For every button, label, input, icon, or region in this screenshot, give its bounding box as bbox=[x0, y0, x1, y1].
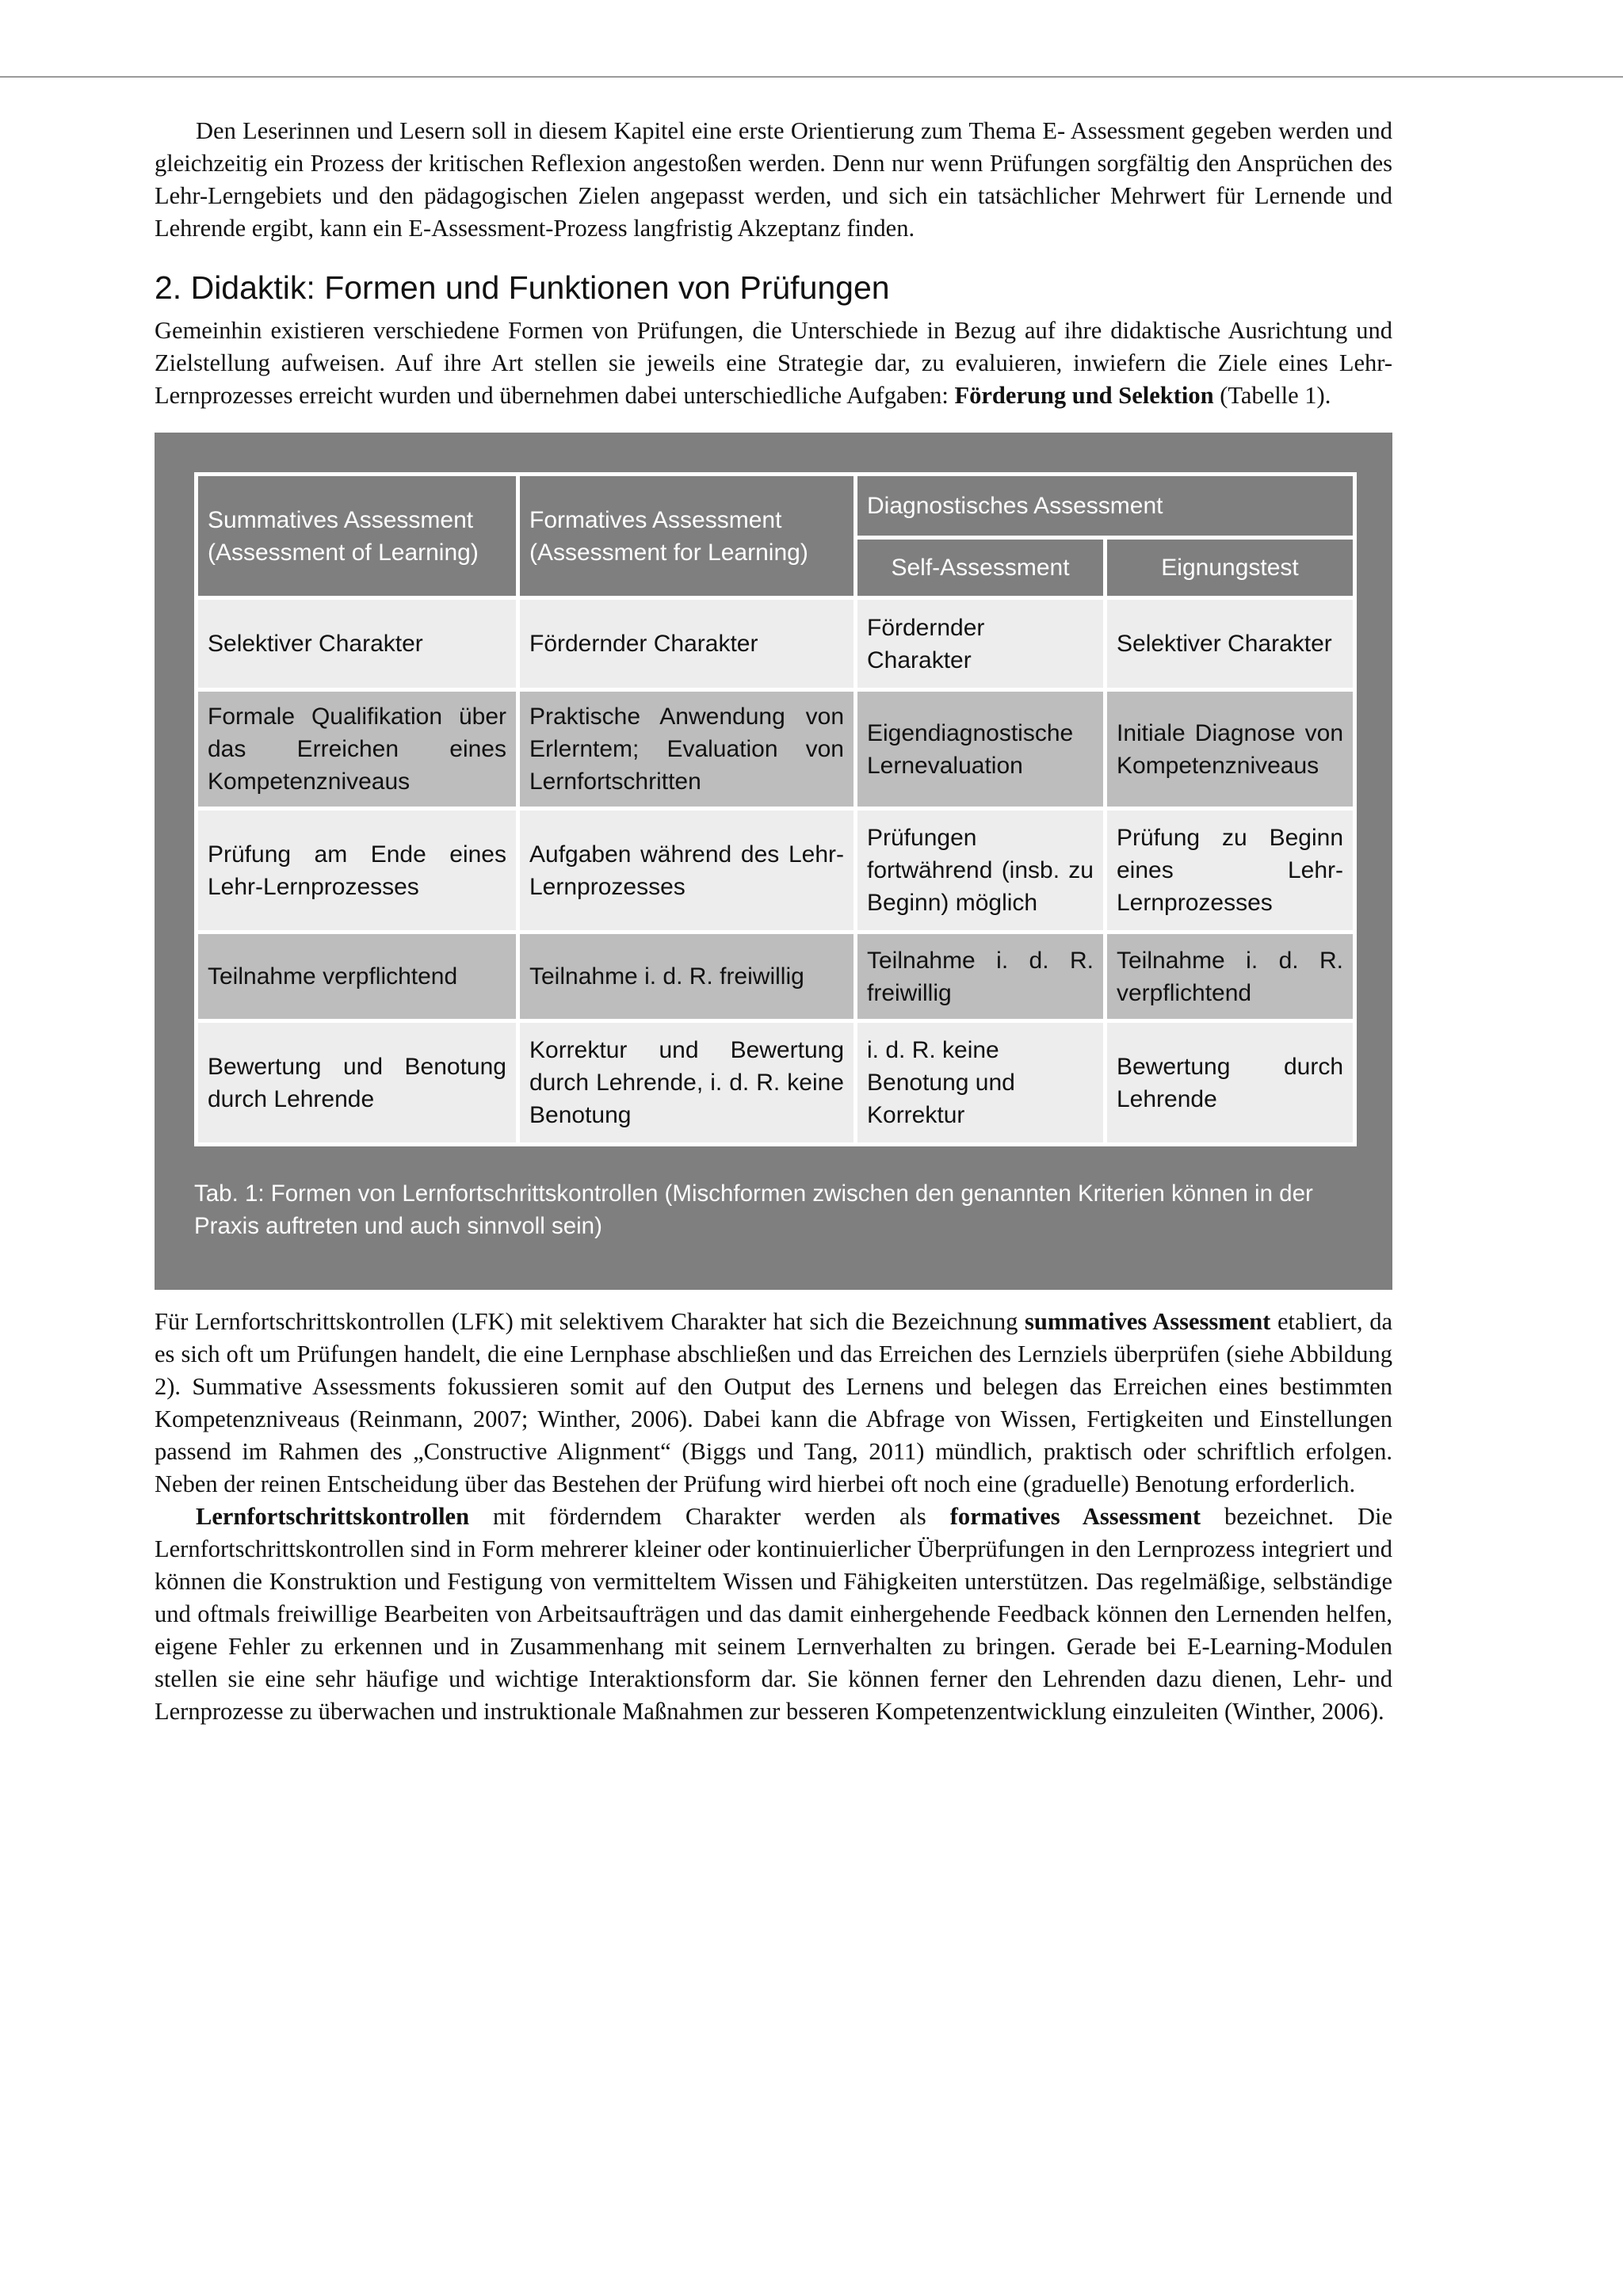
table-row bbox=[197, 598, 1355, 690]
table-cell: Initiale Diagnose von Kompetenzniveaus bbox=[1106, 690, 1355, 809]
table-cell: i. d. R. keine Benotung und Korrektur bbox=[856, 1021, 1106, 1145]
table-cell: Prüfungen fortwährend (insb. zu Beginn) möglich bbox=[856, 809, 1106, 933]
table-cell: Fördernder Charakter bbox=[856, 598, 1106, 690]
summative-paragraph-start: Für Lernfortschrittskontrollen (LFK) mit selektivem Charakter hat sich die Bezeichnung bbox=[155, 1308, 1025, 1335]
table-cell: Teilnahme verpflichtend bbox=[197, 933, 518, 1021]
summative-paragraph-bold: summatives Assessment bbox=[1025, 1308, 1271, 1335]
table-header-row bbox=[197, 475, 1355, 538]
table-row bbox=[197, 690, 1355, 809]
page-content bbox=[155, 115, 1392, 1728]
section-paragraph bbox=[155, 315, 1392, 412]
header-aptitude-test: Eignungstest bbox=[1106, 538, 1355, 598]
section-paragraph-start: Gemeinhin existieren verschiedene Formen von Prüfungen, die Unterschiede in Bezug auf ihre didaktische Ausrichtung und Zielstellung aufweisen. Auf ihre Art stellen sie jeweils eine Strategie dar, zu evaluieren, inwiefern die Ziele eines Lehr-Lernprozesses erreicht wurden und übernehmen dabei unterschiedliche Aufgaben: bbox=[155, 317, 1392, 409]
summative-paragraph-end: etabliert, da es sich oft um Prüfungen handelt, die eine Lernphase abschließen und das Erreichen des Lernziels überprüfen (siehe Abbildung 2). Summative Assessments fokussieren somit auf den Output des Lernens und belegen das Erreichen eines bestimmten Kompetenzniveaus (Reinmann, 2007; Winther, 2006). Dabei kann die Abfrage von Wissen, Fertigkeiten und Einstellungen passend im Rahmen des „Constructive Alignment“ (Biggs und Tang, 2011) mündlich, praktisch oder schriftlich erfolgen. Neben der reinen Entscheidung über das Bestehen der Prüfung wird hierbei oft noch eine (graduelle) Benotung erforderlich. bbox=[155, 1308, 1393, 1497]
table-cell: Praktische Anwendung von Erlerntem; Evaluation von Lernfortschritten bbox=[518, 690, 856, 809]
table-cell: Bewertung durch Lehrende bbox=[1106, 1021, 1355, 1145]
table-cell: Teilnahme i. d. R. freiwillig bbox=[518, 933, 856, 1021]
table-caption: Tab. 1: Formen von Lernfortschrittskontrollen (Mischformen zwischen den genannten Kriterien können in der Praxis auftreten und auch sinnvoll sein) bbox=[194, 1180, 1313, 1239]
formative-paragraph bbox=[155, 1501, 1392, 1728]
table-cell: Prüfung am Ende eines Lehr-Lernprozesses bbox=[197, 809, 518, 933]
formative-paragraph-bold1: Lernfortschrittskontrollen bbox=[196, 1503, 470, 1530]
table-row bbox=[197, 1021, 1355, 1145]
table-cell: Selektiver Charakter bbox=[197, 598, 518, 690]
intro-paragraph: Den Leserinnen und Lesern soll in diesem Kapitel eine erste Orientierung zum Thema E- Assessment gegeben werden und gleichzeitig ein Prozess der kritischen Reflexion angestoßen werden. Denn nur wenn Prüfungen sorgfältig den Ansprüchen des Lehr-Lerngebiets und den pädagogischen Zielen angepasst werden, und sich ein tatsächlicher Mehrwert für Lernende und Lehrende ergibt, kann ein E-Assessment-Prozess langfristig Akzeptanz finden. bbox=[155, 117, 1392, 242]
formative-paragraph-end: bezeichnet. Die Lernfortschrittskontrollen sind in Form mehrerer kleiner oder kontinuierlicher Überprüfungen in den Lernprozess integriert und können die Konstruktion und Festigung von vermitteltem Wissen und Fähigkeiten unterstützen. Das regelmäßige, selbständige und oftmals freiwillige Bearbeiten von Arbeitsaufträgen und das damit einhergehende Feedback können den Lernenden helfen, eigene Fehler zu erkennen und in Zusammenhang mit seinem Lernverhalten zu bringen. Gerade bei E-Learning-Modulen stellen sie eine sehr häufige und wichtige Interaktionsform dar. Sie können ferner den Lehrenden dazu dienen, Lehr- und Lernprozesse zu überwachen und instruktionale Maßnahmen zur besseren Kompetenzentwicklung einzuleiten (Winther, 2006). bbox=[155, 1503, 1393, 1725]
header-self-assessment: Self-Assessment bbox=[856, 538, 1106, 598]
table-cell: Formale Qualifikation über das Erreichen eines Kompetenzniveaus bbox=[197, 690, 518, 809]
table-cell: Aufgaben während des Lehr-Lernprozesses bbox=[518, 809, 856, 933]
header-formative: Formatives Assessment (Assessment for Learning) bbox=[518, 475, 856, 598]
section-heading: 2. Didaktik: Formen und Funktionen von Prüfungen bbox=[155, 269, 890, 306]
formative-paragraph-bold2: formatives Assessment bbox=[949, 1503, 1201, 1530]
table-row bbox=[197, 809, 1355, 933]
header-diagnostic: Diagnostisches Assessment bbox=[856, 475, 1355, 538]
table-cell: Teilnahme i. d. R. verpflichtend bbox=[1106, 933, 1355, 1021]
header-rule bbox=[0, 76, 1623, 78]
table-cell: Fördernder Charakter bbox=[518, 598, 856, 690]
summative-paragraph bbox=[155, 1306, 1392, 1501]
assessment-table-box bbox=[155, 433, 1392, 1290]
section-paragraph-end: (Tabelle 1). bbox=[1213, 382, 1331, 409]
table-cell: Bewertung und Benotung durch Lehrende bbox=[197, 1021, 518, 1145]
section-paragraph-bold: Förderung und Selektion bbox=[954, 382, 1214, 409]
table-cell: Eigendiagnostische Lernevaluation bbox=[856, 690, 1106, 809]
table-cell: Prüfung zu Beginn eines Lehr-Lernprozesses bbox=[1106, 809, 1355, 933]
formative-paragraph-mid: mit förderndem Charakter werden als bbox=[469, 1503, 950, 1530]
table-row bbox=[197, 933, 1355, 1021]
header-summative: Summatives Assessment (Assessment of Learning) bbox=[197, 475, 518, 598]
table-cell: Teilnahme i. d. R. freiwillig bbox=[856, 933, 1106, 1021]
assessment-table bbox=[194, 472, 1357, 1146]
table-cell: Selektiver Charakter bbox=[1106, 598, 1355, 690]
table-cell: Korrektur und Bewertung durch Lehrende, i. d. R. keine Benotung bbox=[518, 1021, 856, 1145]
